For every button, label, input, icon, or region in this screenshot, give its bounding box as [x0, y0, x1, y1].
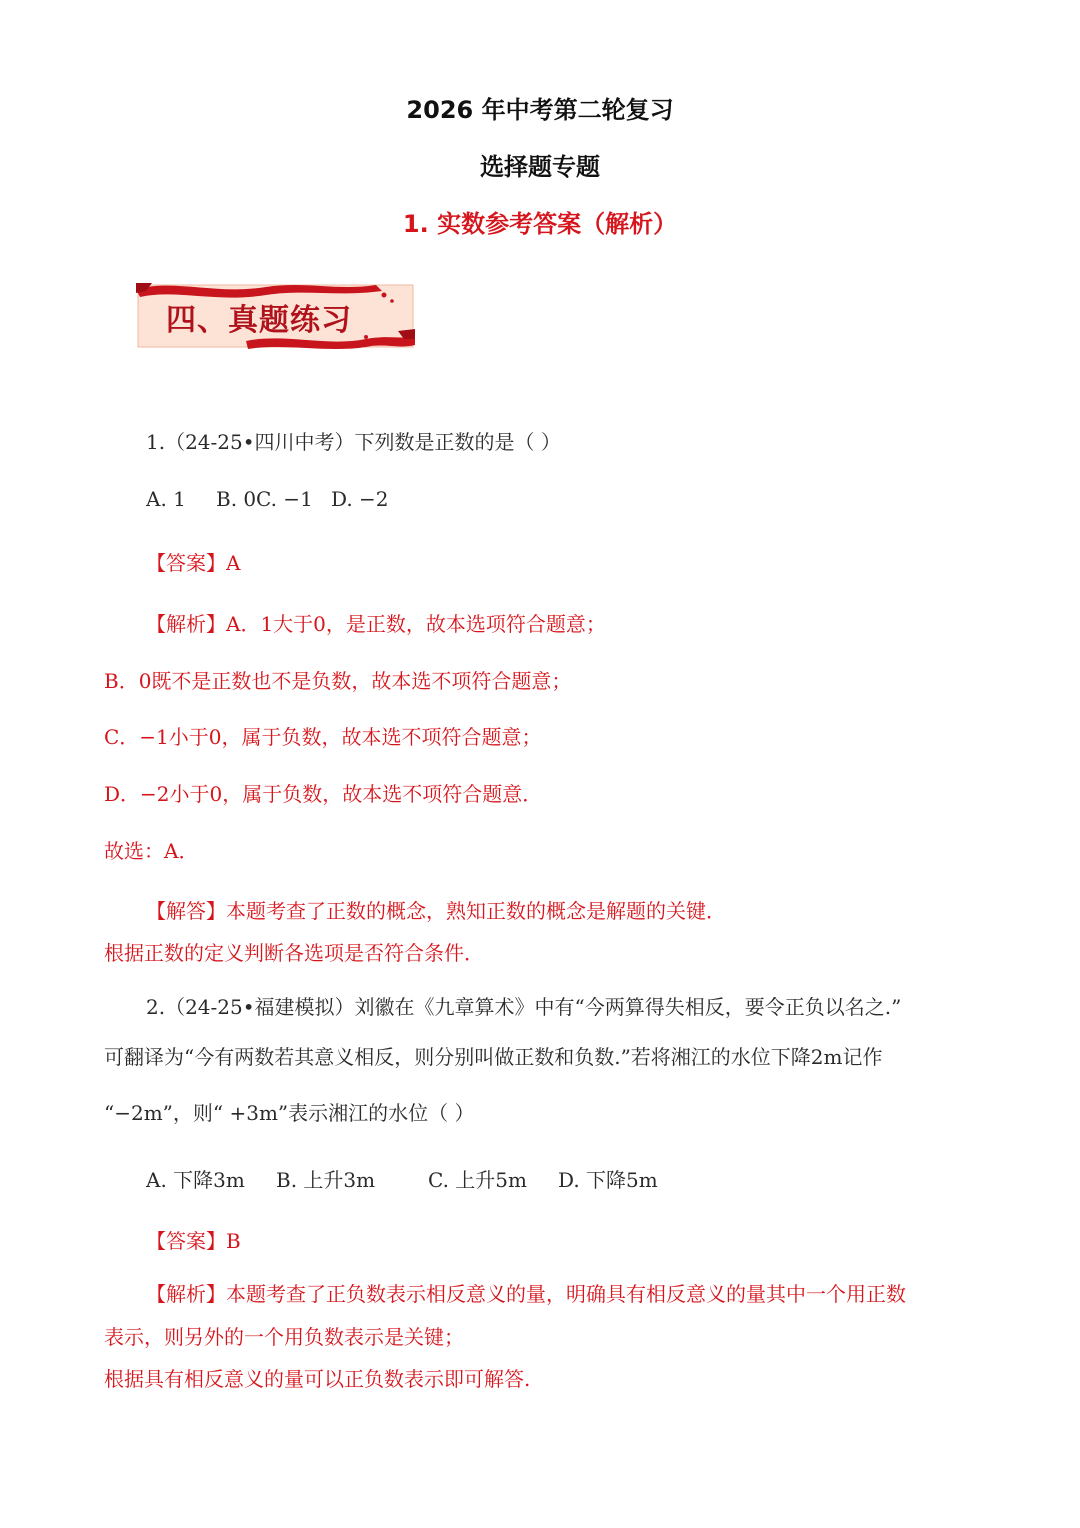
q1-solution: [146, 895, 726, 924]
q1-option-d: D. −2: [331, 487, 389, 511]
q2-analysis-text: 本题考查了正负数表示相反意义的量，明确具有相反意义的量其中一个用正数: [226, 1282, 906, 1306]
q1-option-b: B. 0: [216, 487, 257, 511]
q1-analysis-tag: 【解析】: [146, 612, 226, 636]
q1-solution-text: 本题考查了正数的概念，熟知正数的概念是解题的关键．: [226, 899, 726, 923]
section-banner: [136, 281, 415, 351]
q2-option-a: A. 下降3m: [146, 1168, 245, 1192]
q1-option-a: A. 1: [146, 487, 186, 511]
q2-option-d: D. 下降5m: [558, 1168, 658, 1192]
q2-stem-line2: 可翻译为“今有两数若其意义相反，则分别叫做正数和负数.”若将湘江的水位下降2m记作: [104, 1045, 883, 1069]
q1-solution-line2: 根据正数的定义判断各选项是否符合条件．: [104, 941, 484, 965]
q2-options: [146, 1164, 658, 1193]
q1-solution-tag: 【解答】: [146, 899, 226, 923]
banner-label: 四、真题练习: [166, 303, 352, 338]
q2-analysis-line2: 表示，则另外的一个用负数表示是关键；: [104, 1325, 464, 1349]
q1-analysis-line-d: D．−2小于0，属于负数，故本选不项符合题意．: [104, 782, 543, 806]
q1-stem: 1.（24-25•四川中考）下列数是正数的是（ ）: [146, 430, 561, 454]
q1-option-c: C. −1: [256, 487, 313, 511]
q1-analysis-text: A．1大于0，是正数，故本选项符合题意；: [226, 612, 606, 636]
q1-analysis-line-b: B．0既不是正数也不是负数，故本选不项符合题意；: [104, 669, 572, 693]
q1-choose: 故选：A．: [104, 839, 199, 863]
q2-analysis-line3: 根据具有相反意义的量可以正负数表示即可解答.: [104, 1367, 531, 1391]
q2-option-b: B. 上升3m: [276, 1168, 376, 1192]
doc-title: 2026 年中考第二轮复习: [406, 96, 674, 124]
q2-option-c: C. 上升5m: [428, 1168, 527, 1192]
q1-analysis: [146, 608, 606, 637]
q1-analysis-line-c: C．−1小于0，属于负数，故本选不项符合题意；: [104, 725, 542, 749]
q2-answer: 【答案】B: [146, 1229, 241, 1253]
q2-analysis: [146, 1278, 906, 1307]
q2-stem-line3: “−2m”，则“ +3m”表示湘江的水位（ ）: [104, 1101, 475, 1125]
q1-options: [146, 487, 389, 511]
doc-section-title: 1. 实数参考答案（解析）: [402, 210, 678, 238]
q2-stem-line1: 2.（24-25•福建模拟）刘徽在《九章算术》中有“今两算得失相反，要令正负以名之.”: [146, 995, 902, 1019]
q1-answer: 【答案】A: [146, 551, 241, 575]
q2-analysis-tag: 【解析】: [146, 1282, 226, 1306]
doc-subtitle: 选择题专题: [480, 153, 600, 181]
